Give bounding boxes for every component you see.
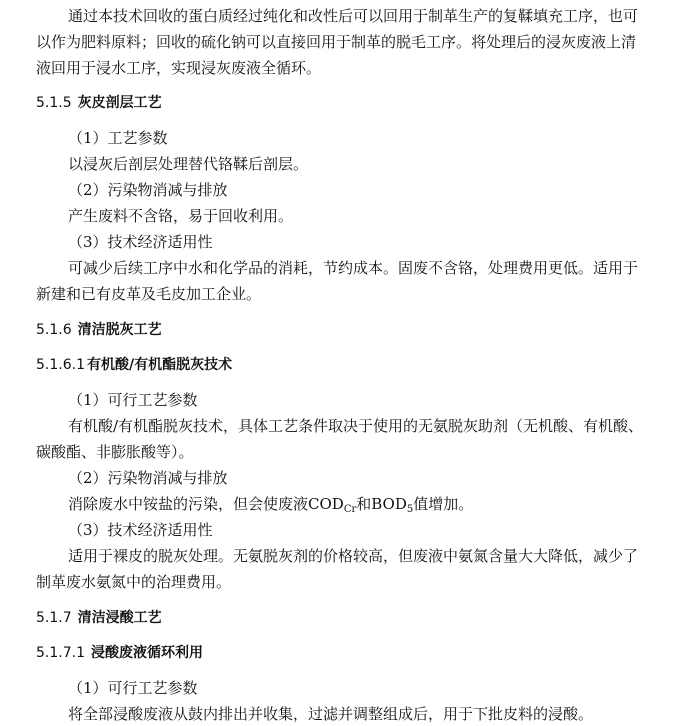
subscript: 5 — [406, 504, 414, 515]
list-item-heading: （3）技术经济适用性 — [68, 521, 213, 539]
list-item-heading: （1）工艺参数 — [68, 129, 168, 147]
list-item-heading: （2）污染物消减与排放 — [68, 181, 228, 199]
text-run: 值增加。 — [413, 495, 474, 513]
paragraph-line: 新建和已有皮革及毛皮加工企业。 — [36, 285, 262, 303]
section-heading-5-1-6-1 — [36, 355, 232, 375]
section-title: 清洁脱灰工艺 — [77, 322, 162, 338]
section-number: 5.1.5 — [36, 95, 72, 111]
paragraph-line: 有机酸/有机酯脱灰技术，具体工艺条件取决于使用的无氨脱灰助剂（无机酸、有机酸、 — [68, 417, 644, 435]
paragraph-line: 液回用于浸水工序，实现浸灰废液全循环。 — [36, 59, 322, 77]
section-number: 5.1.7 — [36, 610, 72, 626]
paragraph-line: 适用于裸皮的脱灰处理。无氨脱灰剂的价格较高，但废液中氨氮含量大大降低，减少了 — [68, 547, 639, 565]
list-item-heading: （3）技术经济适用性 — [68, 233, 213, 251]
section-heading-5-1-5 — [36, 93, 162, 113]
paragraph-line: 将全部浸酸废液从鼓内排出并收集，过滤并调整组成后，用于下批皮料的浸酸。 — [68, 705, 594, 723]
section-title: 灰皮剖层工艺 — [77, 95, 162, 111]
section-number: 5.1.6 — [36, 322, 72, 338]
paragraph-line: 通过本技术回收的蛋白质经过纯化和改性后可以回用于制革生产的复鞣填充工序，也可 — [68, 7, 639, 25]
paragraph-line: 以浸灰后剖层处理替代铬鞣后剖层。 — [68, 155, 309, 173]
paragraph-line: 以作为肥料原料；回收的硫化钠可以直接回用于制革的脱毛工序。将处理后的浸灰废液上清 — [36, 33, 637, 51]
paragraph-line: 制革废水氨氮中的治理费用。 — [36, 573, 232, 591]
section-number: 5.1.7.1 — [36, 645, 85, 661]
section-title: 清洁浸酸工艺 — [77, 610, 162, 626]
list-item-heading: （2）污染物消减与排放 — [68, 469, 228, 487]
text-run: 消除废水中铵盐的污染，但会使废液COD — [68, 495, 344, 513]
list-item-heading: （1）可行工艺参数 — [68, 679, 198, 697]
list-item-heading: （1）可行工艺参数 — [68, 391, 198, 409]
section-heading-5-1-7-1 — [36, 643, 203, 663]
section-heading-5-1-7 — [36, 608, 162, 628]
paragraph-line: 可减少后续工序中水和化学品的消耗，节约成本。固废不含铬，处理费用更低。适用于 — [68, 259, 639, 277]
text-run: 和BOD — [356, 495, 407, 513]
paragraph-line: 产生废料不含铬，易于回收利用。 — [68, 207, 294, 225]
section-title: 浸酸废液循环利用 — [90, 645, 203, 661]
paragraph-line: 碳酸酯、非膨胀酸等）。 — [36, 443, 194, 461]
paragraph-line — [68, 494, 672, 514]
section-number: 5.1.6.1 — [36, 357, 85, 373]
section-title: 有机酸/有机酯脱灰技术 — [86, 357, 233, 373]
subscript: Cr — [343, 504, 357, 515]
section-heading-5-1-6 — [36, 320, 162, 340]
